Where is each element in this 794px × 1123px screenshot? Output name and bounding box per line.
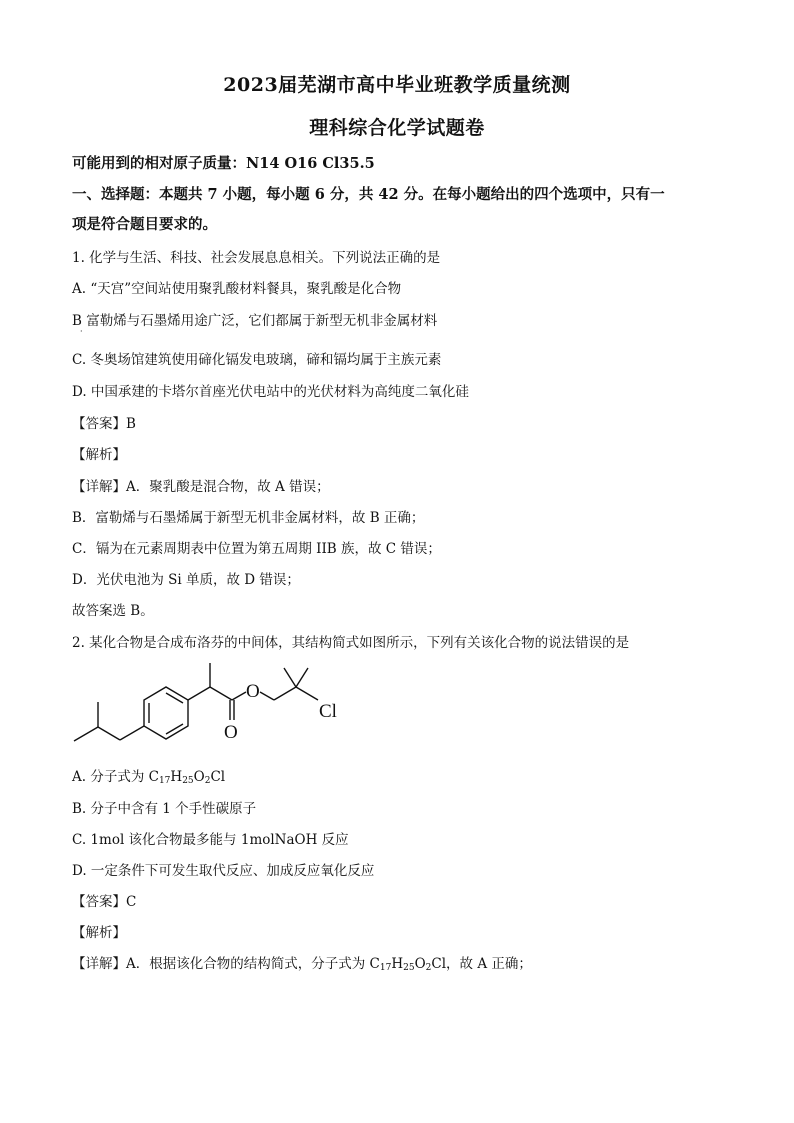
chemical-structure-diagram bbox=[60, 658, 360, 748]
q2-analysis-heading: 【解析】 bbox=[72, 925, 126, 941]
q2-option-c: C. 1mol 该化合物最多能与 1molNaOH 反应 bbox=[72, 832, 349, 848]
q1-option-c: C. 冬奥场馆建筑使用碲化镉发电玻璃，碲和镉均属于主族元素 bbox=[72, 352, 442, 368]
q2-option-b: B. 分子中含有 1 个手性碳原子 bbox=[72, 801, 257, 817]
exam-subtitle: 理科综合化学试题卷 bbox=[309, 117, 485, 139]
q1-option-a: A. “天宫”空间站使用聚乳酸材料餐具，聚乳酸是化合物 bbox=[72, 281, 402, 297]
q1-detail-c: C．镉为在元素周期表中位置为第五周期 IIB 族，故 C 错误； bbox=[72, 541, 441, 557]
oxygen-carbonyl-label: O bbox=[224, 722, 238, 743]
q1-option-b: B 富勒烯与石墨烯用途广泛，它们都属于新型无机非金属材料 bbox=[72, 313, 438, 329]
q2-option-a: A. 分子式为 $C_{17}H_{25}O_2Cl$ bbox=[72, 769, 226, 786]
q2-option-d: D. 一定条件下可发生取代反应、加成反应氧化反应 bbox=[72, 863, 375, 879]
q1-stem: 1. 化学与生活、科技、社会发展息息相关。下列说法正确的是 bbox=[72, 250, 441, 266]
stray-dot: · bbox=[80, 327, 83, 336]
q1-detail-a: 【详解】A．聚乳酸是混合物，故 A 错误； bbox=[72, 479, 330, 495]
q1-detail-b: B．富勒烯与石墨烯属于新型无机非金属材料，故 B 正确； bbox=[72, 510, 425, 526]
section-instructions-line1: 一、选择题：本题共 7 小题，每小题 6 分，共 42 分。在每小题给出的四个选项中，只有一 bbox=[72, 186, 665, 203]
atomic-mass-note: 可能用到的相对原子质量：N14 O16 Cl35.5 bbox=[72, 155, 375, 172]
q1-detail-d: D．光伏电池为 Si 单质，故 D 错误； bbox=[72, 572, 300, 588]
q2-stem: 2. 某化合物是合成布洛芬的中间体，其结构简式如图所示，下列有关该化合物的说法错误的是 bbox=[72, 635, 630, 651]
oxygen-ester-label: O bbox=[246, 681, 260, 702]
q1-option-d: D. 中国承建的卡塔尔首座光伏电站中的光伏材料为高纯度二氧化硅 bbox=[72, 384, 469, 400]
q1-analysis-heading: 【解析】 bbox=[72, 447, 126, 463]
section-instructions-line2: 项是符合题目要求的。 bbox=[72, 216, 217, 233]
structure-bonds bbox=[74, 663, 318, 741]
q1-answer: 【答案】B bbox=[72, 416, 136, 432]
q2-answer: 【答案】C bbox=[72, 894, 137, 910]
exam-title: 2023届芜湖市高中毕业班教学质量统测 bbox=[223, 74, 571, 96]
q2-detail-a: 【详解】A．根据该化合物的结构简式，分子式为 $C_{17}H_{25}O_2Cl$，故 A 正确； bbox=[72, 956, 532, 973]
chlorine-label: Cl bbox=[319, 701, 337, 722]
q1-conclusion: 故答案选 B。 bbox=[72, 603, 154, 619]
